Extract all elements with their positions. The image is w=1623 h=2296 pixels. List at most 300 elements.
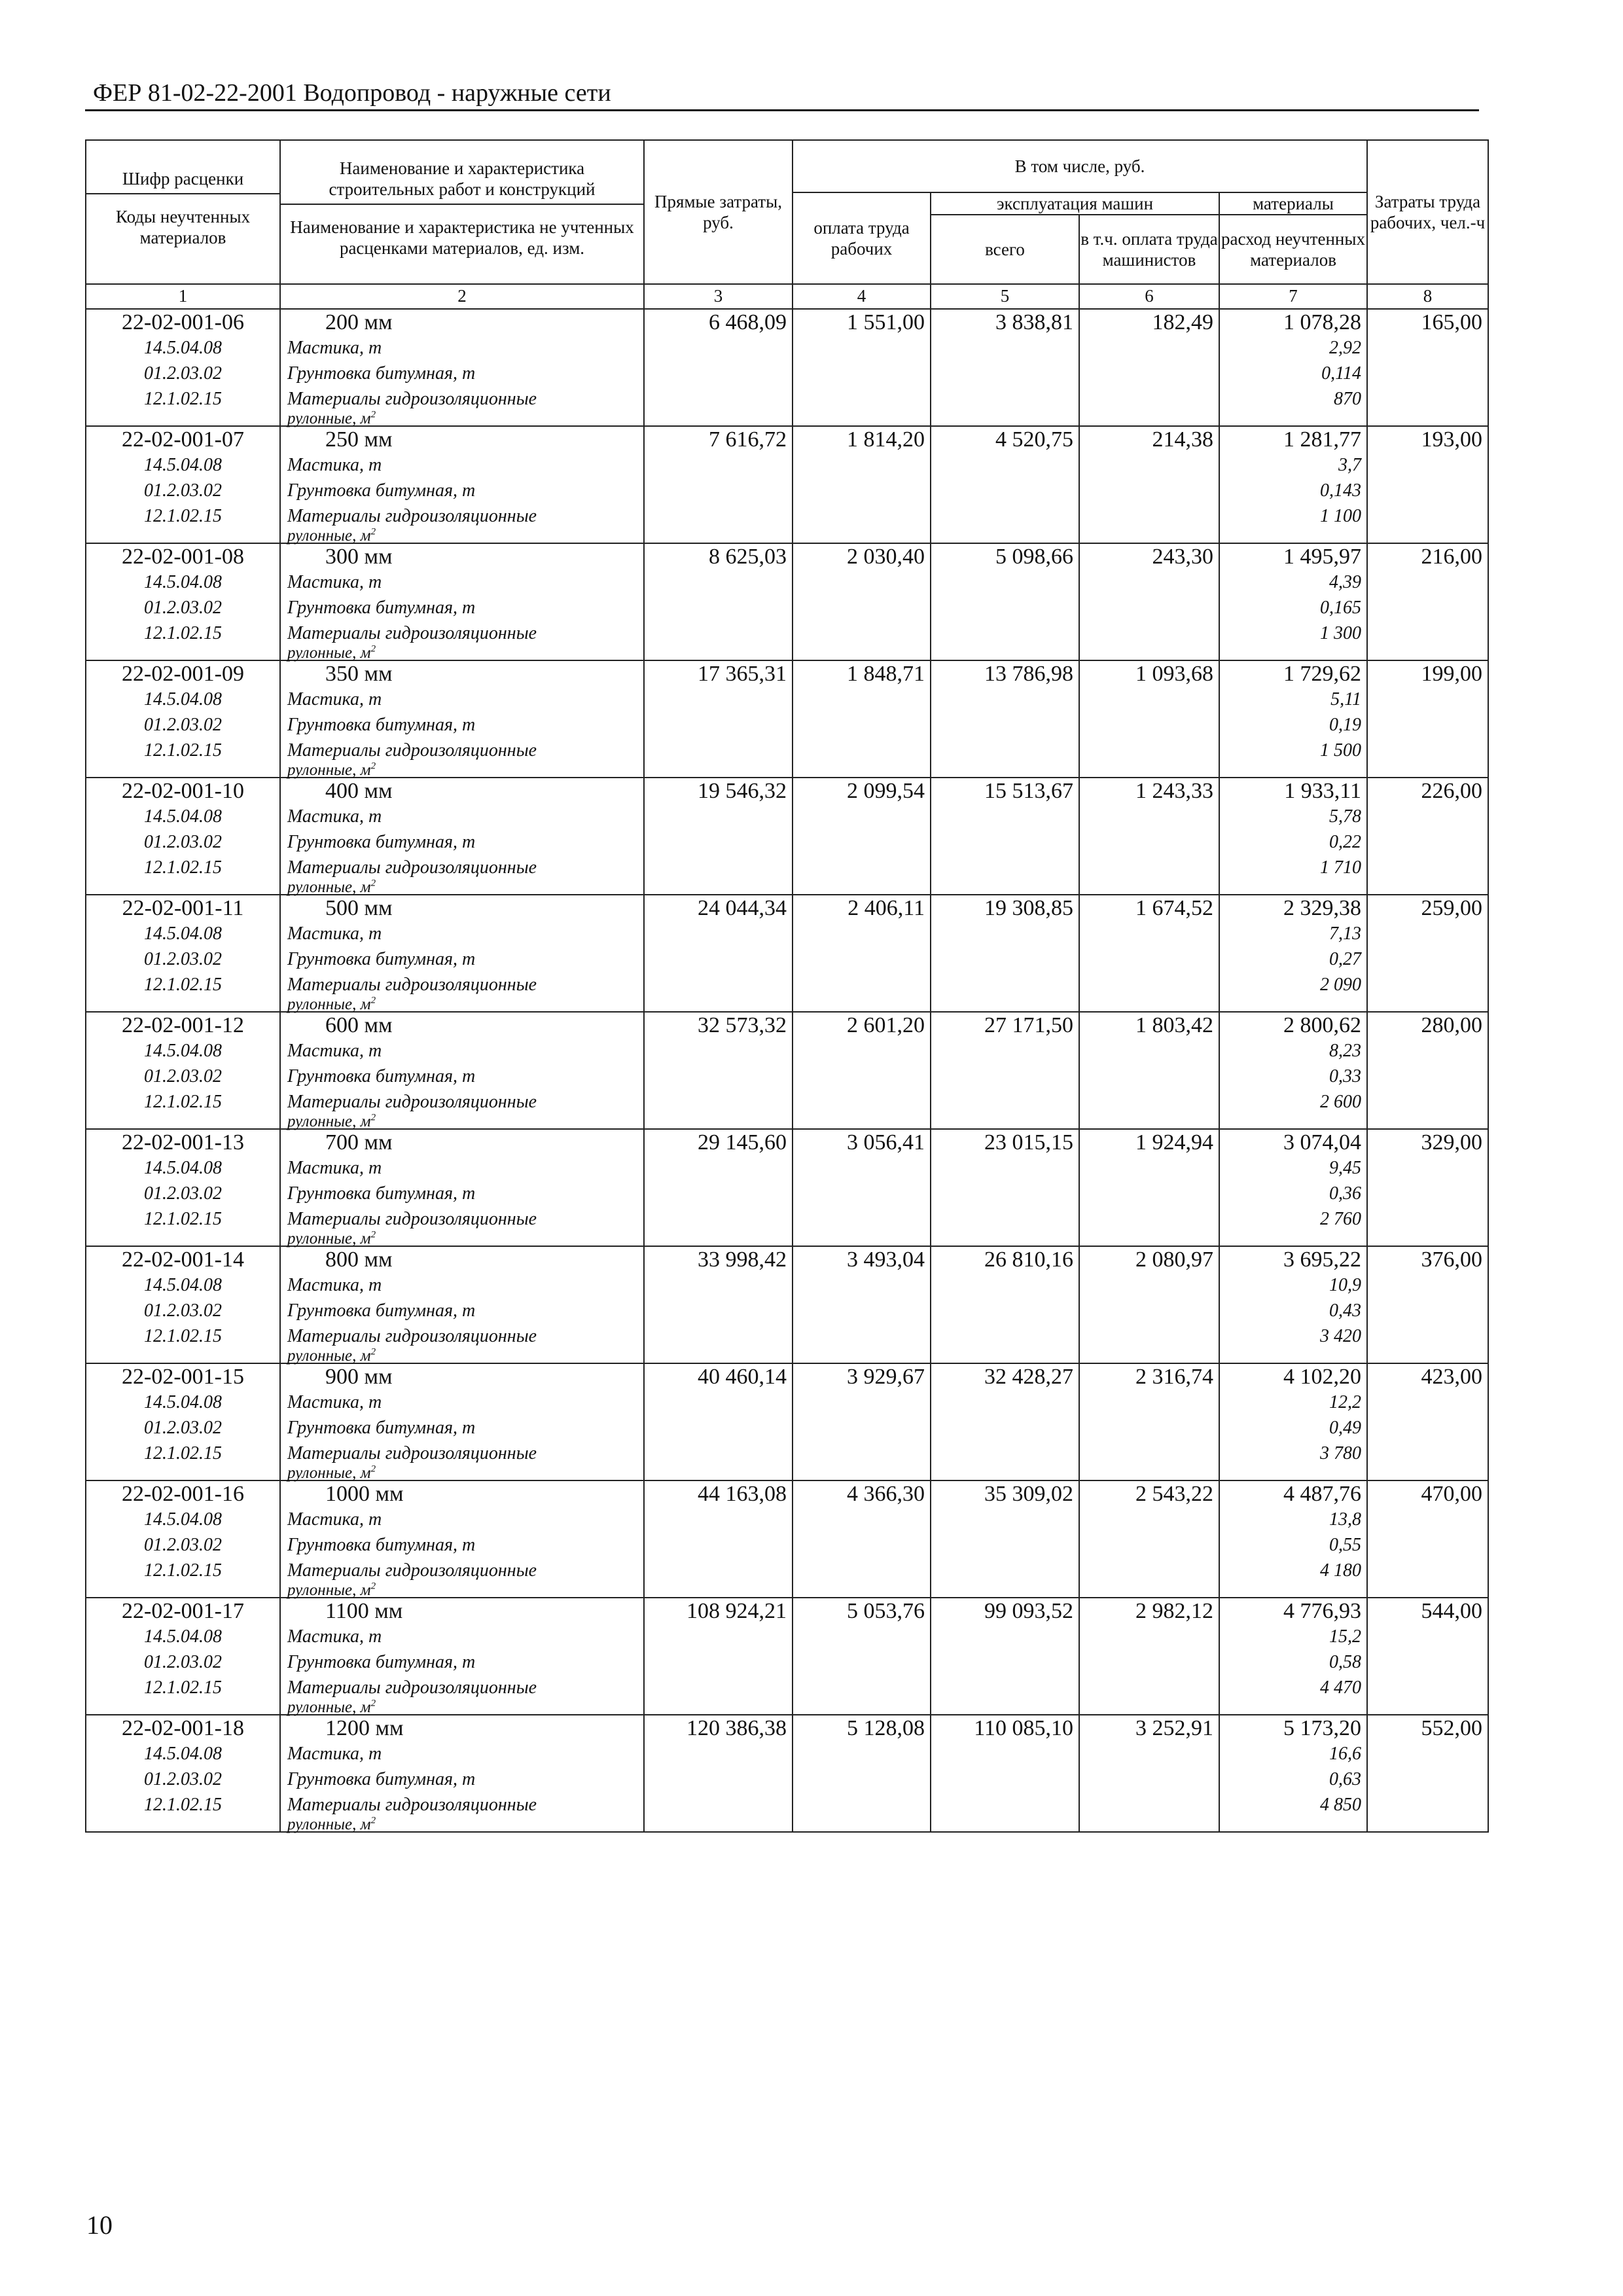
worker-pay-cell: [793, 1246, 931, 1363]
material-code: 01.2.03.02: [144, 1652, 222, 1672]
rate-code: 22-02-001-12: [122, 1013, 244, 1037]
operators-pay: 214,38: [1152, 427, 1213, 452]
material-unit-text: рулонные, м: [287, 996, 371, 1013]
worker-pay: 3 929,67: [847, 1365, 925, 1389]
worker-pay: 1 848,71: [847, 662, 925, 686]
material-code: 01.2.03.02: [144, 1300, 222, 1321]
machines-total: 35 309,02: [984, 1482, 1073, 1506]
direct-costs: 17 365,31: [698, 662, 787, 686]
header-operators-pay: в т.ч. оплата труда машинистов: [1079, 215, 1219, 284]
operators-pay-cell: [1079, 426, 1219, 543]
material-quantity: 13,8: [1329, 1509, 1362, 1530]
direct-costs: 8 625,03: [709, 545, 787, 569]
material-code: 12.1.02.15: [144, 975, 222, 995]
header-machines-total: всего: [931, 215, 1079, 284]
material-unit-text: рулонные, м: [287, 878, 371, 896]
material-name: Материалы гидроизоляционные: [287, 1560, 537, 1581]
material-code: 14.5.04.08: [144, 1392, 222, 1412]
operators-pay: 1 924,94: [1135, 1130, 1213, 1155]
operators-pay: 1 803,42: [1135, 1013, 1213, 1037]
rate-name-cell: [280, 1715, 644, 1832]
material-quantity: 0,33: [1329, 1066, 1362, 1086]
labor-hours-cell: [1367, 1598, 1488, 1715]
direct-costs: 108 924,21: [687, 1599, 787, 1623]
machines-total: 110 085,10: [974, 1716, 1073, 1740]
material-quantity: 0,49: [1329, 1418, 1362, 1438]
column-number: 7: [1219, 284, 1367, 309]
materials-cell: [1219, 543, 1367, 660]
materials-cell: [1219, 660, 1367, 778]
labor-hours: 193,00: [1421, 427, 1483, 452]
material-name: Грунтовка битумная, т: [287, 1300, 476, 1321]
material-quantity: 0,55: [1329, 1535, 1362, 1555]
material-unit-power: 2: [370, 1346, 376, 1357]
machines-total-cell: [931, 1715, 1079, 1832]
column-numbers-row: [86, 284, 1488, 309]
rate-name-cell: [280, 660, 644, 778]
labor-hours: 552,00: [1421, 1716, 1483, 1740]
material-unit-power: 2: [370, 761, 376, 772]
material-name: Грунтовка битумная, т: [287, 598, 476, 618]
material-name: Грунтовка битумная, т: [287, 1535, 476, 1555]
machines-total: 13 786,98: [984, 662, 1073, 686]
rate-name-cell: [280, 1363, 644, 1480]
material-code: 14.5.04.08: [144, 1158, 222, 1178]
material-name: Мастика, т: [287, 1275, 382, 1295]
rate-diameter: 1200 мм: [325, 1716, 404, 1740]
material-name-continued: [281, 1815, 643, 1833]
material-name: Грунтовка битумная, т: [287, 1183, 476, 1204]
labor-hours-cell: [1367, 426, 1488, 543]
rate-row: [86, 1715, 1488, 1832]
rate-code: 22-02-001-06: [122, 310, 244, 334]
rate-diameter: 700 мм: [325, 1130, 393, 1155]
machines-total: 5 098,66: [995, 545, 1073, 569]
machines-total-cell: [931, 309, 1079, 426]
rate-diameter: 400 мм: [325, 779, 393, 803]
material-code: 14.5.04.08: [144, 1509, 222, 1530]
rate-code-cell: [86, 1363, 280, 1480]
worker-pay-cell: [793, 1480, 931, 1598]
rate-code-cell: [86, 543, 280, 660]
material-quantity: 4,39: [1329, 572, 1362, 592]
machines-total-cell: [931, 1363, 1079, 1480]
materials-total: 2 329,38: [1283, 896, 1362, 920]
material-code: 12.1.02.15: [144, 857, 222, 878]
operators-pay-cell: [1079, 1715, 1219, 1832]
material-name: Материалы гидроизоляционные: [287, 1443, 537, 1463]
column-number: 3: [644, 284, 793, 309]
material-name: Материалы гидроизоляционные: [287, 1092, 537, 1112]
column-number: 5: [931, 284, 1079, 309]
material-name: Материалы гидроизоляционные: [287, 506, 537, 526]
materials-total: 1 078,28: [1283, 310, 1362, 334]
material-code: 01.2.03.02: [144, 598, 222, 618]
worker-pay: 3 056,41: [847, 1130, 925, 1155]
operators-pay: 243,30: [1152, 545, 1213, 569]
rate-code: 22-02-001-15: [122, 1365, 244, 1389]
worker-pay: 3 493,04: [847, 1247, 925, 1272]
material-quantity: 1 300: [1320, 623, 1362, 643]
labor-hours: 329,00: [1421, 1130, 1483, 1155]
column-number: 2: [280, 284, 644, 309]
direct-costs-cell: [644, 1246, 793, 1363]
material-code: 14.5.04.08: [144, 806, 222, 827]
material-name: Грунтовка битумная, т: [287, 363, 476, 384]
material-code: 12.1.02.15: [144, 506, 222, 526]
direct-costs-cell: [644, 1363, 793, 1480]
material-code: 14.5.04.08: [144, 1744, 222, 1764]
direct-costs-cell: [644, 1715, 793, 1832]
materials-cell: [1219, 1363, 1367, 1480]
material-name: Мастика, т: [287, 338, 382, 358]
operators-pay-cell: [1079, 543, 1219, 660]
material-name: Мастика, т: [287, 572, 382, 592]
material-name-continued: [281, 763, 643, 777]
operators-pay-cell: [1079, 660, 1219, 778]
direct-costs: 120 386,38: [687, 1716, 787, 1740]
operators-pay-cell: [1079, 1129, 1219, 1246]
material-code: 12.1.02.15: [144, 1443, 222, 1463]
material-name-continued: [281, 1463, 643, 1482]
material-quantity: 4 180: [1320, 1560, 1362, 1581]
material-name-continued: [281, 526, 643, 545]
material-name: Материалы гидроизоляционные: [287, 857, 537, 878]
column-number: 1: [86, 284, 280, 309]
material-name: Мастика, т: [287, 1509, 382, 1530]
rate-code: 22-02-001-10: [122, 779, 244, 803]
material-quantity: 2 760: [1320, 1209, 1362, 1229]
machines-total: 23 015,15: [984, 1130, 1073, 1155]
labor-hours: 216,00: [1421, 545, 1483, 569]
rate-name-cell: [280, 1480, 644, 1598]
header-name-top: Наименование и характеристика строительных работ и конструкций: [281, 154, 643, 205]
worker-pay-cell: [793, 1598, 931, 1715]
rate-row: [86, 1012, 1488, 1129]
material-quantity: 2,92: [1329, 338, 1362, 358]
worker-pay-cell: [793, 1715, 931, 1832]
material-name: Мастика, т: [287, 1392, 382, 1412]
material-unit-text: рулонные, м: [287, 1347, 371, 1365]
rate-code-cell: [86, 1598, 280, 1715]
rate-code-cell: [86, 426, 280, 543]
rate-name-cell: [280, 778, 644, 895]
machines-total-cell: [931, 426, 1079, 543]
direct-costs: 40 460,14: [698, 1365, 787, 1389]
machines-total: 32 428,27: [984, 1365, 1073, 1389]
rate-row: [86, 1363, 1488, 1480]
rate-row: [86, 778, 1488, 895]
rate-name-cell: [280, 895, 644, 1012]
material-unit-power: 2: [370, 1698, 376, 1709]
rate-name-cell: [280, 426, 644, 543]
material-name: Грунтовка битумная, т: [287, 949, 476, 969]
header-unaccounted-materials: расход неучтенных материалов: [1219, 215, 1367, 284]
materials-total: 4 487,76: [1283, 1482, 1362, 1506]
header-materials: материалы: [1219, 192, 1367, 215]
material-code: 14.5.04.08: [144, 689, 222, 709]
material-unit-text: рулонные, м: [287, 1581, 371, 1599]
worker-pay: 5 053,76: [847, 1599, 925, 1623]
worker-pay-cell: [793, 1012, 931, 1129]
labor-hours-cell: [1367, 1715, 1488, 1832]
labor-hours: 165,00: [1421, 310, 1483, 334]
worker-pay: 1 551,00: [847, 310, 925, 334]
materials-total: 4 776,93: [1283, 1599, 1362, 1623]
machines-total: 19 308,85: [984, 896, 1073, 920]
machines-total-cell: [931, 1129, 1079, 1246]
material-name: Мастика, т: [287, 806, 382, 827]
material-quantity: 9,45: [1329, 1158, 1362, 1178]
material-code: 14.5.04.08: [144, 1626, 222, 1647]
worker-pay-cell: [793, 426, 931, 543]
machines-total-cell: [931, 1480, 1079, 1598]
machines-total: 3 838,81: [995, 310, 1073, 334]
material-name: Грунтовка битумная, т: [287, 480, 476, 501]
rate-name-cell: [280, 1012, 644, 1129]
operators-pay: 1 243,33: [1135, 779, 1213, 803]
rate-row: [86, 1480, 1488, 1598]
material-code: 01.2.03.02: [144, 480, 222, 501]
material-code: 12.1.02.15: [144, 1209, 222, 1229]
material-name: Материалы гидроизоляционные: [287, 1326, 537, 1346]
material-unit-power: 2: [370, 878, 376, 889]
page-header: ФЕР 81-02-22-2001 Водопровод - наружные сети: [93, 79, 611, 107]
direct-costs-cell: [644, 778, 793, 895]
rate-diameter: 800 мм: [325, 1247, 393, 1272]
material-quantity: 0,58: [1329, 1652, 1362, 1672]
worker-pay-cell: [793, 543, 931, 660]
direct-costs: 6 468,09: [709, 310, 787, 334]
header-including: В том числе, руб.: [793, 140, 1367, 192]
operators-pay-cell: [1079, 1480, 1219, 1598]
direct-costs: 7 616,72: [709, 427, 787, 452]
material-quantity: 0,36: [1329, 1183, 1362, 1204]
worker-pay-cell: [793, 1129, 931, 1246]
operators-pay-cell: [1079, 1012, 1219, 1129]
material-name-continued: [281, 409, 643, 427]
operators-pay: 1 093,68: [1135, 662, 1213, 686]
material-unit-power: 2: [370, 1581, 376, 1592]
worker-pay: 2 406,11: [847, 896, 925, 920]
direct-costs-cell: [644, 1012, 793, 1129]
page-number: 10: [86, 2210, 113, 2240]
material-name: Материалы гидроизоляционные: [287, 1209, 537, 1229]
labor-hours-cell: [1367, 660, 1488, 778]
material-quantity: 12,2: [1329, 1392, 1362, 1412]
operators-pay: 3 252,91: [1135, 1716, 1213, 1740]
material-name-continued: [281, 997, 643, 1011]
rate-code: 22-02-001-11: [122, 896, 244, 920]
material-unit-power: 2: [370, 1112, 376, 1123]
materials-cell: [1219, 1129, 1367, 1246]
rate-name-cell: [280, 1246, 644, 1363]
material-code: 12.1.02.15: [144, 1326, 222, 1346]
material-quantity: 15,2: [1329, 1626, 1362, 1647]
rate-name-cell: [280, 1129, 644, 1246]
operators-pay: 182,49: [1152, 310, 1213, 334]
material-code: 14.5.04.08: [144, 924, 222, 944]
rate-code-cell: [86, 1246, 280, 1363]
header-machines: эксплуатация машин: [931, 192, 1219, 215]
rate-code-cell: [86, 1012, 280, 1129]
machines-total: 15 513,67: [984, 779, 1073, 803]
material-unit-power: 2: [370, 409, 376, 420]
direct-costs-cell: [644, 1480, 793, 1598]
worker-pay-cell: [793, 778, 931, 895]
material-name: Мастика, т: [287, 1041, 382, 1061]
material-unit-text: рулонные, м: [287, 761, 371, 779]
operators-pay: 2 543,22: [1135, 1482, 1213, 1506]
worker-pay: 1 814,20: [847, 427, 925, 452]
worker-pay-cell: [793, 1363, 931, 1480]
material-quantity: 0,165: [1320, 598, 1362, 618]
material-quantity: 1 710: [1320, 857, 1362, 878]
materials-cell: [1219, 1598, 1367, 1715]
machines-total-cell: [931, 660, 1079, 778]
material-quantity: 0,27: [1329, 949, 1362, 969]
materials-cell: [1219, 426, 1367, 543]
material-unit-text: рулонные, м: [287, 1464, 371, 1482]
worker-pay-cell: [793, 660, 931, 778]
labor-hours: 226,00: [1421, 779, 1483, 803]
rate-diameter: 600 мм: [325, 1013, 393, 1037]
material-unit-power: 2: [370, 1229, 376, 1240]
rate-diameter: 1000 мм: [325, 1482, 404, 1506]
material-unit-power: 2: [370, 526, 376, 537]
material-name: Грунтовка битумная, т: [287, 1066, 476, 1086]
worker-pay-cell: [793, 309, 931, 426]
operators-pay-cell: [1079, 1363, 1219, 1480]
header-worker-pay: оплата труда рабочих: [793, 192, 931, 284]
direct-costs-cell: [644, 895, 793, 1012]
materials-total: 2 800,62: [1283, 1013, 1362, 1037]
material-name-continued: [281, 1700, 643, 1714]
rate-diameter: 250 мм: [325, 427, 393, 452]
material-name: Материалы гидроизоляционные: [287, 389, 537, 409]
material-quantity: 5,11: [1330, 689, 1362, 709]
material-quantity: 1 100: [1320, 506, 1362, 526]
material-unit-power: 2: [370, 1463, 376, 1475]
machines-total-cell: [931, 895, 1079, 1012]
rate-row: [86, 1246, 1488, 1363]
rate-diameter: 300 мм: [325, 545, 393, 569]
material-name-continued: [281, 1112, 643, 1130]
material-code: 12.1.02.15: [144, 740, 222, 761]
rate-row: [86, 660, 1488, 778]
labor-hours-cell: [1367, 1012, 1488, 1129]
material-name: Грунтовка битумная, т: [287, 1418, 476, 1438]
material-quantity: 3 420: [1320, 1326, 1362, 1346]
rate-code-cell: [86, 1129, 280, 1246]
direct-costs-cell: [644, 543, 793, 660]
material-quantity: 1 500: [1320, 740, 1362, 761]
materials-cell: [1219, 1246, 1367, 1363]
rate-code-cell: [86, 778, 280, 895]
material-quantity: 10,9: [1329, 1275, 1362, 1295]
header-rule: [85, 109, 1479, 111]
rate-diameter: 900 мм: [325, 1365, 393, 1389]
worker-pay: 4 366,30: [847, 1482, 925, 1506]
material-code: 01.2.03.02: [144, 1418, 222, 1438]
material-unit-power: 2: [370, 995, 376, 1006]
operators-pay: 2 080,97: [1135, 1247, 1213, 1272]
machines-total-cell: [931, 543, 1079, 660]
worker-pay: 5 128,08: [847, 1716, 925, 1740]
material-unit-text: рулонные, м: [287, 410, 371, 427]
direct-costs-cell: [644, 1598, 793, 1715]
material-code: 12.1.02.15: [144, 623, 222, 643]
direct-costs-cell: [644, 426, 793, 543]
materials-cell: [1219, 778, 1367, 895]
rate-code-cell: [86, 660, 280, 778]
rate-code: 22-02-001-13: [122, 1130, 244, 1155]
material-name-continued: [281, 643, 643, 662]
direct-costs-cell: [644, 1129, 793, 1246]
rate-row: [86, 426, 1488, 543]
labor-hours: 280,00: [1421, 1013, 1483, 1037]
direct-costs: 29 145,60: [698, 1130, 787, 1155]
rate-row: [86, 1129, 1488, 1246]
material-quantity: 0,143: [1320, 480, 1362, 501]
header-direct-costs: Прямые затраты, руб.: [644, 140, 793, 284]
material-quantity: 0,43: [1329, 1300, 1362, 1321]
header-code: [86, 140, 280, 284]
material-unit-text: рулонные, м: [287, 644, 371, 662]
labor-hours: 423,00: [1421, 1365, 1483, 1389]
material-quantity: 0,22: [1329, 832, 1362, 852]
material-name: Мастика, т: [287, 689, 382, 709]
material-name: Грунтовка битумная, т: [287, 715, 476, 735]
machines-total: 27 171,50: [984, 1013, 1073, 1037]
labor-hours: 544,00: [1421, 1599, 1483, 1623]
rate-code: 22-02-001-08: [122, 545, 244, 569]
materials-total: 3 074,04: [1283, 1130, 1362, 1155]
rate-diameter: 350 мм: [325, 662, 393, 686]
header-name: [280, 140, 644, 284]
labor-hours-cell: [1367, 1363, 1488, 1480]
machines-total-cell: [931, 1246, 1079, 1363]
rate-code-cell: [86, 895, 280, 1012]
worker-pay: 2 099,54: [847, 779, 925, 803]
material-unit-power: 2: [370, 643, 376, 655]
material-code: 14.5.04.08: [144, 1041, 222, 1061]
material-name: Мастика, т: [287, 455, 382, 475]
rate-name-cell: [280, 1598, 644, 1715]
material-unit-text: рулонные, м: [287, 1113, 371, 1130]
material-code: 01.2.03.02: [144, 363, 222, 384]
material-quantity: 870: [1334, 389, 1362, 409]
material-name: Мастика, т: [287, 924, 382, 944]
machines-total-cell: [931, 1012, 1079, 1129]
labor-hours-cell: [1367, 543, 1488, 660]
rate-code-cell: [86, 1715, 280, 1832]
table-head: [86, 140, 1488, 309]
material-quantity: 2 090: [1320, 975, 1362, 995]
rate-diameter: 500 мм: [325, 896, 393, 920]
rate-name-cell: [280, 309, 644, 426]
material-unit-text: рулонные, м: [287, 1816, 371, 1833]
material-name-continued: [281, 1229, 643, 1247]
machines-total-cell: [931, 1598, 1079, 1715]
materials-cell: [1219, 309, 1367, 426]
operators-pay: 2 982,12: [1135, 1599, 1213, 1623]
material-name: Мастика, т: [287, 1744, 382, 1764]
material-name: Материалы гидроизоляционные: [287, 1677, 537, 1698]
material-name-continued: [281, 1583, 643, 1597]
material-name: Мастика, т: [287, 1158, 382, 1178]
material-code: 12.1.02.15: [144, 1092, 222, 1112]
